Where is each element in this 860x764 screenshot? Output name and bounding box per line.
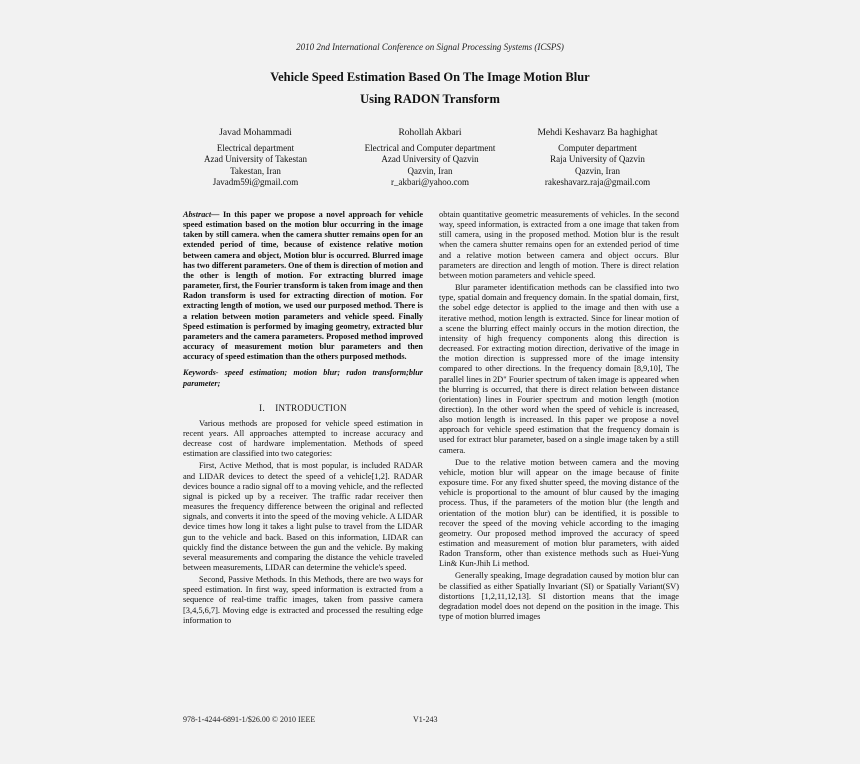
author-dept: Electrical and Computer department [364,142,496,153]
paragraph: First, Active Method, that is most popular, is included RADAR and LIDAR devices to detect the speed of a vehicle[1,2]. RADAR devices bounce a radio signal off to a moving vehicle, and the reflected signal is picked up by a receiver. The traffic radar receiver then measures the frequency difference between the original and reflected signals, and converts it into the speed of the moving vehicle. A LIDAR device times how long it takes a light pulse to travel from the LIDAR gun to the vehicle and back. Based on this information, LIDAR can quickly find the distance between the gun and the vehicle. By making several measurements and comparing the distance the vehicle traveled between measurements, LIDAR can determine the vehicle's speed. [183,461,423,572]
keywords: Keywords- speed estimation; motion blur; radon transform;blur parameter; [183,368,423,388]
abstract [183,210,423,362]
author-block-2 [335,128,525,189]
author-email: r_akbari@yahoo.com [390,177,469,187]
section-number: I. [259,402,266,413]
footer-isbn: 978-1-4244-6891-1/$26.00 © 2010 IEEE [183,715,316,724]
author-univ: Raja University of Qazvin [550,154,645,164]
section-title: INTRODUCTION [275,402,347,413]
author-email: Javadm59i@gmail.com [212,177,299,187]
author-name: Mehdi Keshavarz Ba haghighat [537,128,658,138]
footer-page-number: V1-243 [413,715,438,724]
author-univ: Azad University of Takestan [204,154,307,164]
author-dept: Computer department [558,142,637,153]
paragraph: Second, Passive Methods. In this Methods, there are two ways for speed estimation. In first way, speed information is extracted from a sequence of real-time traffic images, taken from passive camera [3,4,5,6,7]. Moving edge is extracted and processed the resulting edge information to [183,575,423,625]
author-dept: Electrical department [216,142,295,153]
author-email: rakeshavarz.raja@gmail.com [544,177,651,187]
author-location: Takestan, Iran [230,165,281,176]
conference-header: 2010 2nd International Conference on Signal Processing Systems (ICSPS) [296,42,564,52]
paragraph: Blur parameter identification methods can be classified into two type, spatial domain and frequency domain. In the spatial domain, first, the sobel edge detector is applied to the image and then with use a iterative method, motion length is extracted. Since for linear motion of a scene the blurring effect mainly occurs in the motion direction, the intensity of high frequency components along this direction is decreased. For extracting motion direction, derivative of the image in the motion direction is suppressed more of the image intensity compared to other directions. In the frequency domain [8,9,10], The parallel lines in 2D" Fourier spectrum of taken image is appeared when the blurring is occurred, that there is direct relation between distance (orientation) lines in Fourier spectrum and motion length (motion direction). In the other word when the speed of vehicle is increased, also motion length is increased. In this paper we propose a novel approach for vehicle speed estimation that the frequency domain is used for extract blur parameter, based on a single image taken by a still camera. [439,283,679,455]
author-block-1 [188,128,323,189]
title-line-1: Vehicle Speed Estimation Based On The Image Motion Blur [270,70,590,84]
paragraph: Due to the relative motion between camera and the moving vehicle, motion blur will appear on the image because of finite exposure time. For any fixed shutter speed, the moving distance of the vehicle is proportional to the amount of blur caused by the imaging process. Thus, if the parameters of the motion blur (the length and orientation of the motion blur) can be identified, it is possible to recover the speed of the moving vehicle according to the imaging geometry. Our proposed method improved the accuracy of speed estimation and measurement of motion blur parameters, with aided Radon Transform, other than existence methods such as Huei-Yung Lin& Kun-Jhih Li method. [439,457,679,569]
title-line-2: Using RADON Transform [360,92,500,106]
paper-title [130,66,730,110]
author-block-3 [505,128,690,189]
right-column [439,210,679,624]
paragraph: Various methods are proposed for vehicle speed estimation in recent years. All approaches attempted to increase accuracy and decrease cost of hardware implementation. Methods of speed estimation are classified into two categories: [183,418,423,459]
section-heading [183,403,423,413]
author-location: Qazvin, Iran [407,165,453,176]
author-location: Qazvin, Iran [575,165,620,176]
author-name: Rohollah Akbari [398,128,462,138]
abstract-lead: Abstract— [183,210,220,219]
author-univ: Azad University of Qazvin [381,154,479,164]
left-column [183,210,423,628]
author-name: Javad Mohammadi [219,128,292,138]
paragraph: obtain quantitative geometric measurements of vehicles. In the second way, speed information, is extracted from a one image that taken from still camera, using in the proposed method. Motion blur is the result when the camera shutter remains open for an extended period of time and a relative motion between camera and object occurs. Blur parameters are direction and length of motion. There is direct relation between motion parameters and vehicle speed. [439,210,679,280]
abstract-text: In this paper we propose a novel approach for vehicle speed estimation based on the motion blur occurring in the image taken by still camera. when the camera shutter remains open for an extended period of time, because of existence relative motion between camera and object, Motion blur is occurred. Blurred image has two different parameters. One of them is direction of motion and the other is length of motion. For extracting blurred image parameter, first, the Fourier transform is taken from image and then Radon transform is used for extracting direction of motion. For extracting length of motion, we used our purposed method. There is a relation between motion parameters and vehicle speed. Finally Speed estimation is performed by imaging geometry, extracted blur parameters and the camera parameters. Proposed method improved accuracy of measurement motion blur parameters and then accuracy of speed estimation than the others purposed methods. [183,210,423,362]
paragraph: Generally speaking, Image degradation caused by motion blur can be classified as either Spatially Invariant (SI) or Spatially Variant(SV) distortions [1,2,11,12,13]. SI distortion means that the image degradation model does not depend on the position in the image. This type of motion blurred images [439,571,679,622]
